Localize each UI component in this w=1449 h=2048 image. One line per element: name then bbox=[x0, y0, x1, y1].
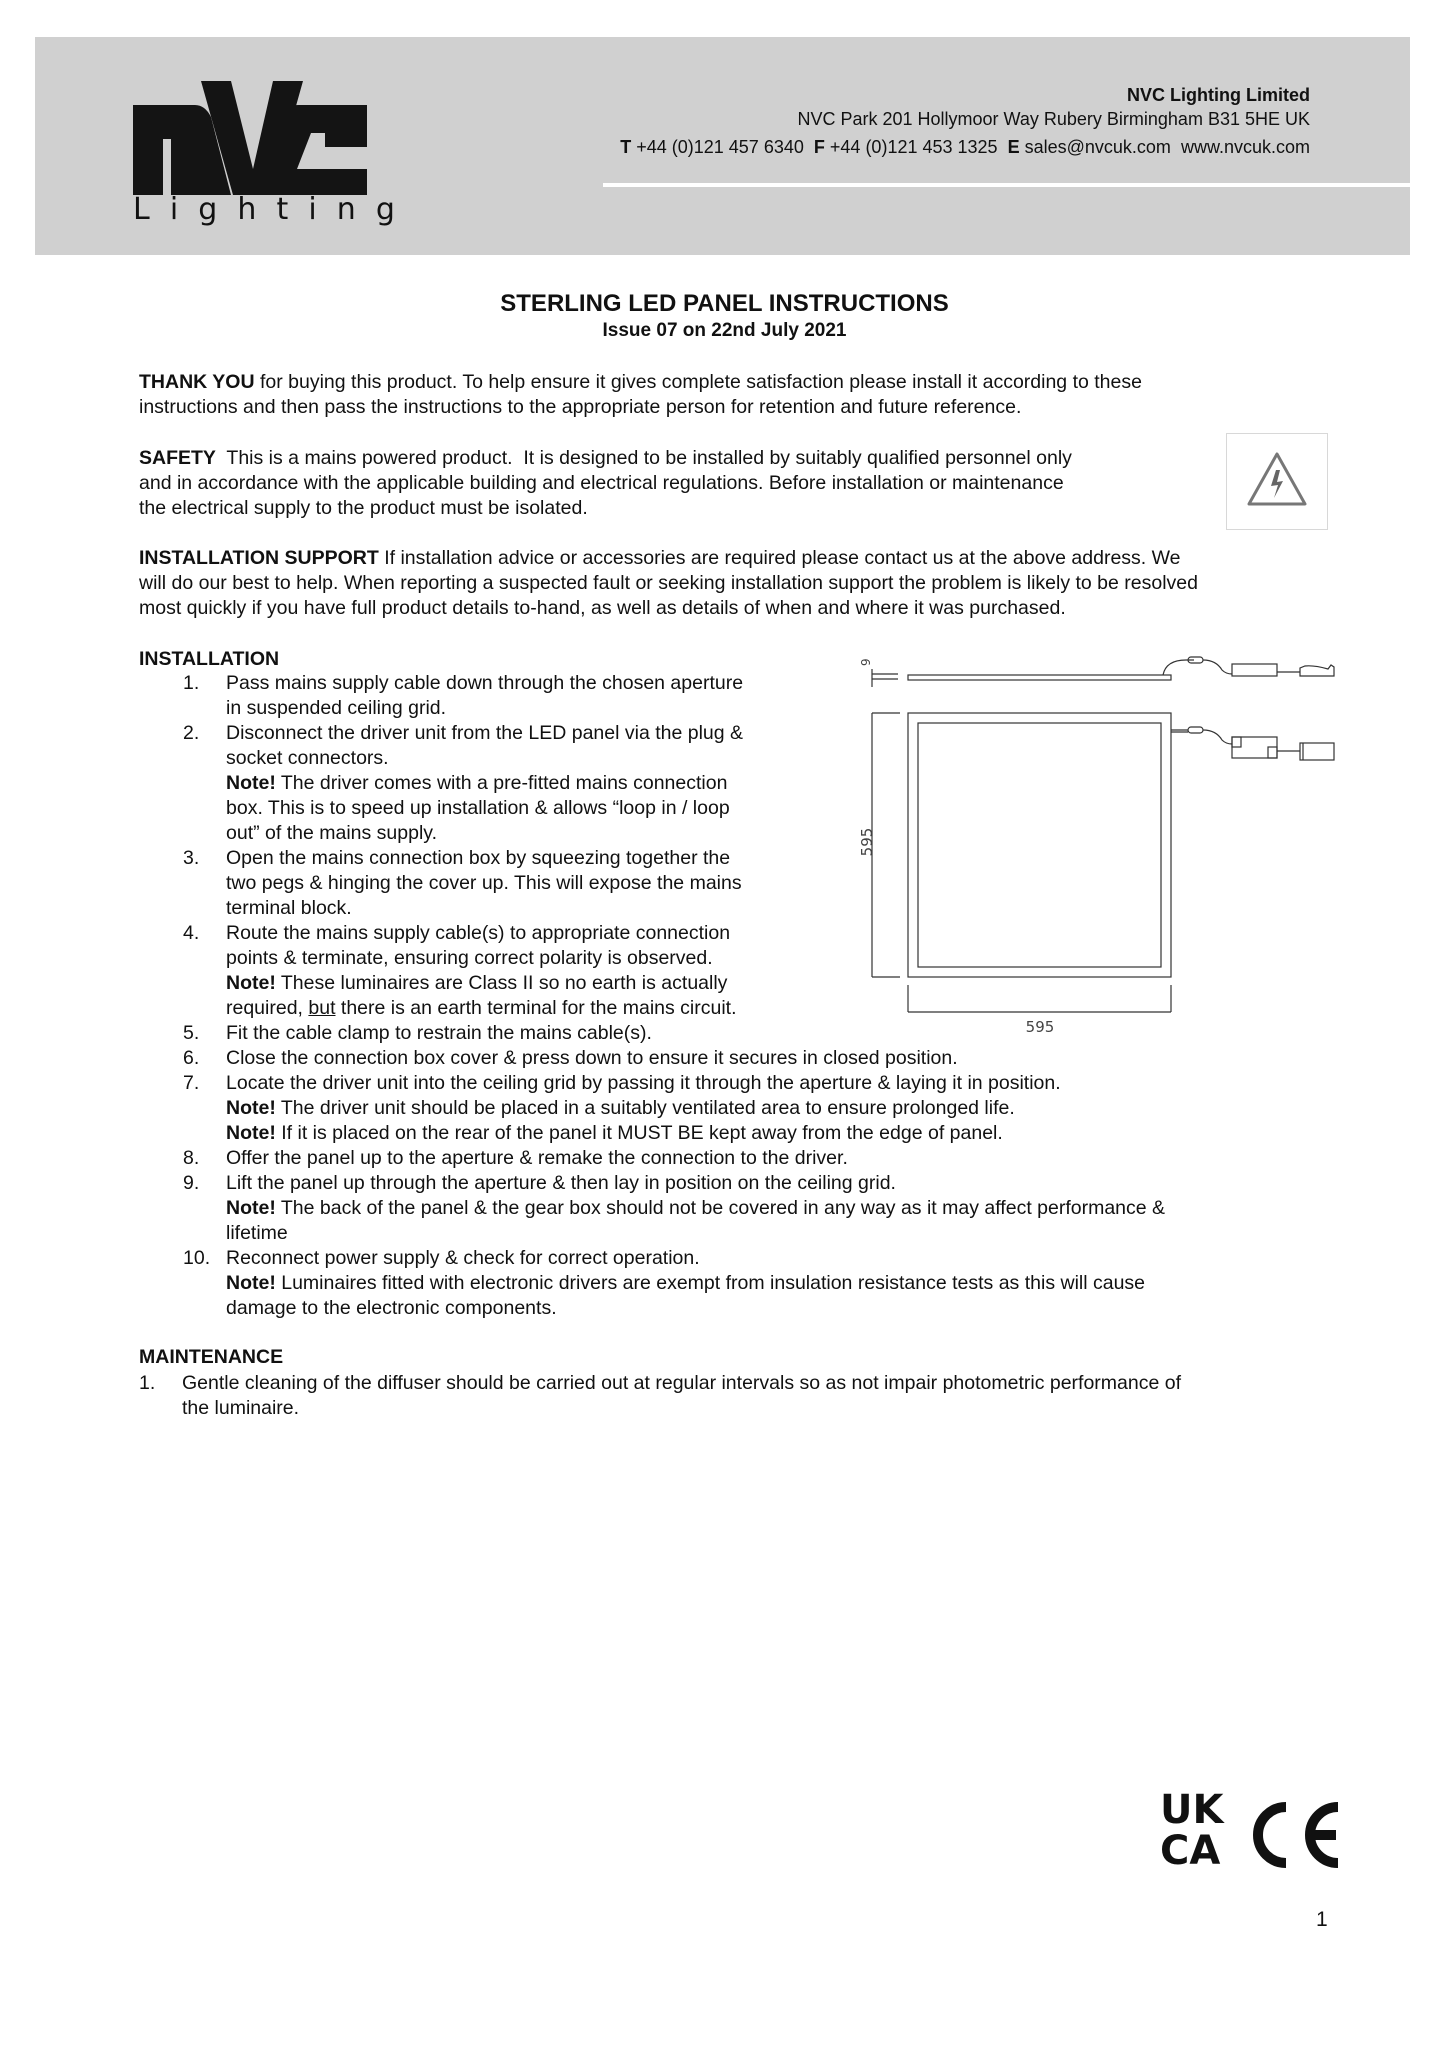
fax: +44 (0)121 453 1325 bbox=[829, 137, 998, 157]
text-line: there is an earth terminal for the mains circuit. bbox=[335, 997, 737, 1019]
website-link[interactable]: www.nvcuk.com bbox=[1180, 137, 1310, 157]
logo-letter: g bbox=[198, 192, 218, 227]
ce-mark-icon bbox=[1258, 1807, 1338, 1863]
text-line: Lift the panel up through the aperture & then lay in position on the ceiling grid. bbox=[226, 1172, 896, 1194]
email-link[interactable]: sales@nvcuk.com bbox=[1024, 137, 1171, 157]
text-line: Gentle cleaning of the diffuser should be carried out at regular intervals so as not impair photometric performance of bbox=[182, 1372, 1182, 1394]
text-line: If installation advice or accessories are required please contact us at the above address. We bbox=[378, 547, 1181, 569]
text-line: Locate the driver unit into the ceiling grid by passing it through the aperture & laying it in position. bbox=[226, 1072, 1061, 1094]
depth-dimension-label: 9 bbox=[859, 658, 873, 666]
width-dimension-label: 595 bbox=[1025, 1018, 1055, 1036]
text-line: the luminaire. bbox=[182, 1397, 300, 1419]
text-line: out” of the mains supply. bbox=[226, 822, 437, 844]
logo-letter: n bbox=[336, 192, 356, 227]
text-line: Offer the panel up to the aperture & remake the connection to the driver. bbox=[226, 1147, 848, 1169]
text-line: for buying this product. To help ensure it gives complete satisfaction please install it according to these bbox=[254, 371, 1142, 393]
installation-support-paragraph bbox=[139, 546, 1198, 621]
safety-lead: SAFETY bbox=[139, 447, 216, 469]
certification-marks bbox=[1160, 1785, 1360, 1875]
text-line: The back of the panel & the gear box should not be covered in any way as it may affect performance & bbox=[275, 1197, 1166, 1219]
text-line: points & terminate, ensuring correct polarity is observed. bbox=[226, 947, 713, 969]
text-line: will do our best to help. When reporting a suspected fault or seeking installation support the problem is likely to be resolved bbox=[139, 572, 1198, 594]
header-divider bbox=[603, 183, 1410, 187]
text-line: in suspended ceiling grid. bbox=[226, 697, 447, 719]
electrical-hazard-warning-icon bbox=[1226, 433, 1328, 530]
text-line: Reconnect power supply & check for correct operation. bbox=[226, 1247, 700, 1269]
text-line: two pegs & hinging the cover up. This will expose the mains bbox=[226, 872, 742, 894]
text-line: These luminaires are Class II so no earth is actually bbox=[275, 972, 728, 994]
text-line: Open the mains connection box by squeezing together the bbox=[226, 847, 731, 869]
step-number: 4. bbox=[183, 922, 200, 944]
logo-letter: h bbox=[237, 192, 257, 227]
logo-letter: i bbox=[308, 192, 317, 227]
document-issue: Issue 07 on 22nd July 2021 bbox=[602, 320, 847, 341]
email-label: E bbox=[1007, 137, 1020, 157]
logo-letter: i bbox=[169, 192, 179, 227]
installation-support-lead: INSTALLATION SUPPORT bbox=[139, 547, 379, 569]
note-label: Note! bbox=[226, 972, 276, 994]
tel-label: T bbox=[620, 137, 632, 157]
text-line: most quickly if you have full product details to-hand, as well as details of when and where it was purchased. bbox=[139, 597, 1066, 619]
thank-you-paragraph bbox=[139, 370, 1142, 420]
ukca-bottom: CA bbox=[1160, 1828, 1221, 1874]
step-number: 10. bbox=[183, 1247, 211, 1269]
note-label: Note! bbox=[226, 1197, 276, 1219]
text-line: This is a mains powered product. It is designed to be installed by suitably qualified personnel only bbox=[215, 447, 1072, 469]
step-number: 3. bbox=[183, 847, 200, 869]
page-number: 1 bbox=[1316, 1908, 1328, 1931]
text-line: If it is placed on the rear of the panel it MUST BE kept away from the edge of panel. bbox=[275, 1122, 1003, 1144]
height-dimension-label: 595 bbox=[858, 827, 876, 857]
step-number: 9. bbox=[183, 1172, 200, 1194]
text-line: lifetime bbox=[226, 1222, 288, 1244]
text-line: Fit the cable clamp to restrain the mains cable(s). bbox=[226, 1022, 652, 1044]
logo-letter: t bbox=[276, 192, 289, 227]
text-line: Close the connection box cover & press down to ensure it secures in closed position. bbox=[226, 1047, 958, 1069]
step-number: 5. bbox=[183, 1022, 200, 1044]
text-line: The driver comes with a pre-fitted mains connection bbox=[275, 772, 728, 794]
led-panel-dimension-diagram bbox=[850, 650, 1350, 1050]
step-number: 8. bbox=[183, 1147, 200, 1169]
text-line: box. This is to speed up installation & allows “loop in / loop bbox=[226, 797, 730, 819]
step-number: 6. bbox=[183, 1047, 200, 1069]
note-label: Note! bbox=[226, 1272, 276, 1294]
text-line: The driver unit should be placed in a suitably ventilated area to ensure prolonged life. bbox=[275, 1097, 1015, 1119]
company-address: NVC Park 201 Hollymoor Way Rubery Birmingham B31 5HE UK bbox=[797, 109, 1310, 129]
company-contact bbox=[620, 137, 1310, 158]
note-label: Note! bbox=[226, 772, 276, 794]
ukca-top: UK bbox=[1160, 1787, 1224, 1833]
text-line: Route the mains supply cable(s) to appropriate connection bbox=[226, 922, 731, 944]
fax-label: F bbox=[813, 137, 825, 157]
note-label: Note! bbox=[226, 1097, 276, 1119]
company-name: NVC Lighting Limited bbox=[1127, 85, 1310, 105]
step-number: 2. bbox=[183, 722, 200, 744]
document-title: STERLING LED PANEL INSTRUCTIONS bbox=[500, 290, 949, 317]
text-line: required, bbox=[226, 997, 309, 1019]
thank-you-lead: THANK YOU bbox=[139, 371, 255, 393]
underlined-word: but bbox=[308, 997, 336, 1019]
text-line: Disconnect the driver unit from the LED panel via the plug & bbox=[226, 722, 744, 744]
logo-letter: g bbox=[375, 192, 395, 227]
logo-letter: L bbox=[133, 192, 150, 227]
text-line: Pass mains supply cable down through the chosen aperture bbox=[226, 672, 744, 694]
text-line: damage to the electronic components. bbox=[226, 1297, 557, 1319]
telephone: +44 (0)121 457 6340 bbox=[636, 137, 804, 157]
ukca-mark-icon bbox=[1160, 1787, 1225, 1874]
text-line: the electrical supply to the product must be isolated. bbox=[139, 497, 588, 519]
text-line: Luminaires fitted with electronic drivers are exempt from insulation resistance tests as this will cause bbox=[275, 1272, 1146, 1294]
text-line: terminal block. bbox=[226, 897, 352, 919]
logo-subtext bbox=[133, 192, 395, 227]
maintenance-heading: MAINTENANCE bbox=[139, 1346, 284, 1368]
safety-paragraph bbox=[139, 446, 1072, 521]
step-number: 1. bbox=[183, 672, 200, 694]
installation-heading: INSTALLATION bbox=[139, 648, 280, 670]
letterhead-band bbox=[35, 37, 1410, 255]
step-number: 1. bbox=[139, 1372, 156, 1394]
note-label: Note! bbox=[226, 1122, 276, 1144]
text-line: and in accordance with the applicable building and electrical regulations. Before installation or maintenance bbox=[139, 472, 1064, 494]
text-line: socket connectors. bbox=[226, 747, 389, 769]
step-number: 7. bbox=[183, 1072, 200, 1094]
text-line: instructions and then pass the instructions to the appropriate person for retention and future reference. bbox=[139, 396, 1022, 418]
